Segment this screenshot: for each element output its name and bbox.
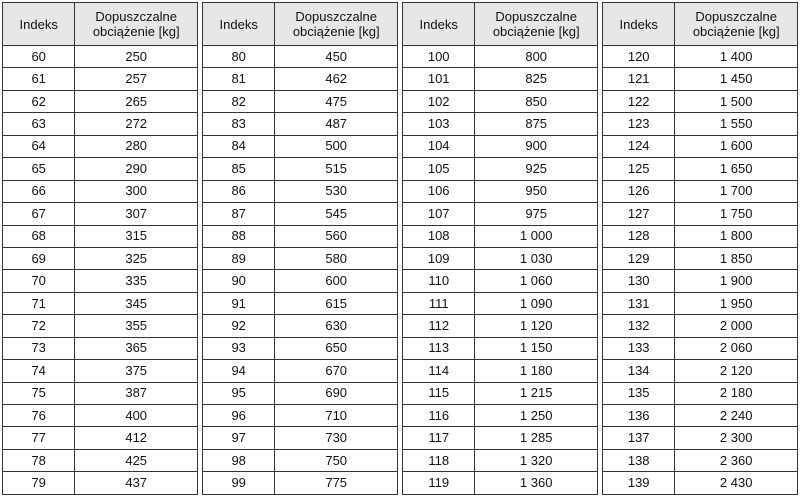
- load-cell: 1 215: [475, 382, 598, 404]
- table-row: [403, 203, 598, 225]
- table-row: [203, 315, 398, 337]
- index-header: Indeks: [3, 3, 75, 46]
- load-cell: 2 300: [675, 427, 798, 449]
- index-cell: 102: [403, 90, 475, 112]
- index-cell: 73: [3, 337, 75, 359]
- index-cell: 120: [603, 46, 675, 68]
- load-cell: 1 285: [475, 427, 598, 449]
- table-row: [603, 180, 798, 202]
- load-cell: 580: [275, 247, 398, 269]
- load-cell: 1 850: [675, 247, 798, 269]
- index-cell: 109: [403, 247, 475, 269]
- table-row: [403, 337, 598, 359]
- index-cell: 123: [603, 113, 675, 135]
- index-cell: 127: [603, 203, 675, 225]
- index-cell: 136: [603, 405, 675, 427]
- load-cell: 1 550: [675, 113, 798, 135]
- table-row: [603, 135, 798, 157]
- table-row: [203, 135, 398, 157]
- index-cell: 78: [3, 449, 75, 471]
- load-cell: 1 800: [675, 225, 798, 247]
- table-row: [403, 449, 598, 471]
- table-row: [603, 337, 798, 359]
- table-row: [3, 247, 198, 269]
- table-row: [603, 360, 798, 382]
- load-cell: 2 360: [675, 449, 798, 471]
- table-row: [203, 405, 398, 427]
- index-cell: 105: [403, 158, 475, 180]
- table-row: [203, 158, 398, 180]
- load-cell: 1 000: [475, 225, 598, 247]
- table-row: [3, 337, 198, 359]
- table-row: [203, 449, 398, 471]
- load-cell: 265: [75, 90, 198, 112]
- table-row: [603, 158, 798, 180]
- index-header: Indeks: [603, 3, 675, 46]
- index-cell: 118: [403, 449, 475, 471]
- load-cell: 500: [275, 135, 398, 157]
- load-cell: 1 400: [675, 46, 798, 68]
- load-cell: 300: [75, 180, 198, 202]
- table-row: [603, 247, 798, 269]
- index-cell: 96: [203, 405, 275, 427]
- load-cell: 462: [275, 68, 398, 90]
- index-cell: 66: [3, 180, 75, 202]
- load-cell: 545: [275, 203, 398, 225]
- table-row: [203, 90, 398, 112]
- table-row: [3, 472, 198, 494]
- table-row: [603, 382, 798, 404]
- load-cell: 365: [75, 337, 198, 359]
- table-row: [403, 247, 598, 269]
- index-cell: 87: [203, 203, 275, 225]
- load-header-line2: obciążenie [kg]: [292, 24, 380, 39]
- load-cell: 630: [275, 315, 398, 337]
- index-cell: 91: [203, 292, 275, 314]
- table-row: [203, 180, 398, 202]
- table-row: [3, 135, 198, 157]
- table-row: [403, 158, 598, 180]
- load-header: [675, 3, 798, 46]
- load-index-table: [602, 2, 798, 495]
- index-cell: 71: [3, 292, 75, 314]
- load-cell: 487: [275, 113, 398, 135]
- index-cell: 133: [603, 337, 675, 359]
- index-header: Indeks: [403, 3, 475, 46]
- index-cell: 98: [203, 449, 275, 471]
- load-cell: 345: [75, 292, 198, 314]
- load-cell: 690: [275, 382, 398, 404]
- index-cell: 99: [203, 472, 275, 494]
- table-row: [403, 360, 598, 382]
- table-row: [203, 292, 398, 314]
- index-cell: 124: [603, 135, 675, 157]
- load-cell: 710: [275, 405, 398, 427]
- load-cell: 875: [475, 113, 598, 135]
- load-cell: 975: [475, 203, 598, 225]
- load-cell: 280: [75, 135, 198, 157]
- index-cell: 83: [203, 113, 275, 135]
- load-cell: 412: [75, 427, 198, 449]
- load-cell: 515: [275, 158, 398, 180]
- index-cell: 101: [403, 68, 475, 90]
- table-row: [3, 360, 198, 382]
- table-row: [403, 427, 598, 449]
- index-cell: 113: [403, 337, 475, 359]
- table-row: [603, 449, 798, 471]
- table-row: [603, 315, 798, 337]
- table-row: [3, 180, 198, 202]
- load-cell: 750: [275, 449, 398, 471]
- load-cell: 600: [275, 270, 398, 292]
- header-row: [203, 3, 398, 46]
- index-cell: 75: [3, 382, 75, 404]
- load-cell: 1 900: [675, 270, 798, 292]
- index-cell: 125: [603, 158, 675, 180]
- index-cell: 93: [203, 337, 275, 359]
- load-cell: 615: [275, 292, 398, 314]
- index-cell: 84: [203, 135, 275, 157]
- index-cell: 80: [203, 46, 275, 68]
- table-row: [3, 46, 198, 68]
- table-row: [3, 270, 198, 292]
- load-header: [275, 3, 398, 46]
- load-cell: 475: [275, 90, 398, 112]
- table-row: [203, 247, 398, 269]
- index-cell: 63: [3, 113, 75, 135]
- load-header-line2: obciążenie [kg]: [492, 24, 580, 39]
- index-cell: 92: [203, 315, 275, 337]
- load-cell: 1 320: [475, 449, 598, 471]
- index-cell: 88: [203, 225, 275, 247]
- index-cell: 110: [403, 270, 475, 292]
- load-cell: 437: [75, 472, 198, 494]
- load-cell: 400: [75, 405, 198, 427]
- index-cell: 128: [603, 225, 675, 247]
- table-row: [403, 315, 598, 337]
- table-row: [3, 203, 198, 225]
- load-index-table: [202, 2, 398, 495]
- load-cell: 1 600: [675, 135, 798, 157]
- load-cell: 1 090: [475, 292, 598, 314]
- load-cell: 1 650: [675, 158, 798, 180]
- load-cell: 375: [75, 360, 198, 382]
- index-cell: 115: [403, 382, 475, 404]
- index-cell: 134: [603, 360, 675, 382]
- load-cell: 1 750: [675, 203, 798, 225]
- load-header-line1: Dopuszczalne: [495, 9, 578, 24]
- index-cell: 85: [203, 158, 275, 180]
- index-cell: 74: [3, 360, 75, 382]
- load-cell: 900: [475, 135, 598, 157]
- index-cell: 81: [203, 68, 275, 90]
- index-cell: 103: [403, 113, 475, 135]
- header-row: [403, 3, 598, 46]
- load-cell: 825: [475, 68, 598, 90]
- table-row: [3, 405, 198, 427]
- load-cell: 250: [75, 46, 198, 68]
- index-cell: 89: [203, 247, 275, 269]
- table-block: [202, 2, 398, 499]
- load-cell: 2 180: [675, 382, 798, 404]
- table-row: [403, 46, 598, 68]
- load-header-line1: Dopuszczalne: [695, 9, 778, 24]
- index-cell: 77: [3, 427, 75, 449]
- index-cell: 76: [3, 405, 75, 427]
- load-cell: 1 150: [475, 337, 598, 359]
- table-row: [203, 337, 398, 359]
- index-cell: 94: [203, 360, 275, 382]
- load-cell: 290: [75, 158, 198, 180]
- index-cell: 117: [403, 427, 475, 449]
- index-cell: 95: [203, 382, 275, 404]
- table-row: [603, 203, 798, 225]
- table-row: [203, 472, 398, 494]
- load-header-line2: obciążenie [kg]: [692, 24, 780, 39]
- index-cell: 107: [403, 203, 475, 225]
- load-header: [475, 3, 598, 46]
- table-block: [402, 2, 598, 499]
- index-cell: 67: [3, 203, 75, 225]
- table-row: [603, 472, 798, 494]
- table-row: [3, 113, 198, 135]
- table-row: [403, 180, 598, 202]
- index-cell: 64: [3, 135, 75, 157]
- table-row: [203, 382, 398, 404]
- table-row: [203, 270, 398, 292]
- table-row: [203, 68, 398, 90]
- load-header-line1: Dopuszczalne: [95, 9, 178, 24]
- load-cell: 1 950: [675, 292, 798, 314]
- index-cell: 69: [3, 247, 75, 269]
- load-cell: 272: [75, 113, 198, 135]
- table-block: [2, 2, 198, 499]
- load-cell: 650: [275, 337, 398, 359]
- table-row: [3, 90, 198, 112]
- load-cell: 387: [75, 382, 198, 404]
- table-row: [203, 225, 398, 247]
- load-cell: 315: [75, 225, 198, 247]
- load-cell: 1 500: [675, 90, 798, 112]
- table-row: [403, 270, 598, 292]
- load-cell: 670: [275, 360, 398, 382]
- table-row: [603, 90, 798, 112]
- index-header: Indeks: [203, 3, 275, 46]
- table-row: [603, 68, 798, 90]
- table-row: [603, 427, 798, 449]
- header-row: [3, 3, 198, 46]
- table-row: [3, 449, 198, 471]
- table-row: [603, 225, 798, 247]
- table-row: [603, 113, 798, 135]
- index-cell: 79: [3, 472, 75, 494]
- table-row: [603, 46, 798, 68]
- table-row: [3, 292, 198, 314]
- load-header-line1: Dopuszczalne: [295, 9, 378, 24]
- index-cell: 86: [203, 180, 275, 202]
- load-cell: 1 450: [675, 68, 798, 90]
- load-cell: 450: [275, 46, 398, 68]
- index-cell: 65: [3, 158, 75, 180]
- load-cell: 1 250: [475, 405, 598, 427]
- index-cell: 68: [3, 225, 75, 247]
- table-block: [602, 2, 798, 499]
- load-cell: 1 030: [475, 247, 598, 269]
- index-cell: 106: [403, 180, 475, 202]
- index-cell: 126: [603, 180, 675, 202]
- index-cell: 119: [403, 472, 475, 494]
- load-cell: 2 430: [675, 472, 798, 494]
- table-row: [603, 270, 798, 292]
- load-cell: 560: [275, 225, 398, 247]
- load-index-table: [402, 2, 598, 495]
- index-cell: 137: [603, 427, 675, 449]
- index-cell: 138: [603, 449, 675, 471]
- load-cell: 800: [475, 46, 598, 68]
- load-index-table: [2, 2, 198, 495]
- table-row: [203, 46, 398, 68]
- index-cell: 111: [403, 292, 475, 314]
- table-row: [403, 405, 598, 427]
- load-cell: 1 700: [675, 180, 798, 202]
- load-cell: 775: [275, 472, 398, 494]
- index-cell: 129: [603, 247, 675, 269]
- table-row: [3, 382, 198, 404]
- load-cell: 850: [475, 90, 598, 112]
- table-row: [203, 113, 398, 135]
- table-row: [403, 113, 598, 135]
- table-row: [403, 382, 598, 404]
- index-cell: 112: [403, 315, 475, 337]
- index-cell: 131: [603, 292, 675, 314]
- table-row: [403, 292, 598, 314]
- table-row: [3, 427, 198, 449]
- load-cell: 307: [75, 203, 198, 225]
- index-cell: 116: [403, 405, 475, 427]
- load-header-line2: obciążenie [kg]: [92, 24, 180, 39]
- index-cell: 82: [203, 90, 275, 112]
- table-row: [3, 68, 198, 90]
- table-row: [603, 405, 798, 427]
- index-cell: 90: [203, 270, 275, 292]
- index-cell: 62: [3, 90, 75, 112]
- table-row: [403, 225, 598, 247]
- index-cell: 108: [403, 225, 475, 247]
- index-cell: 135: [603, 382, 675, 404]
- load-cell: 730: [275, 427, 398, 449]
- load-index-tables: [2, 2, 798, 499]
- load-cell: 925: [475, 158, 598, 180]
- load-cell: 1 180: [475, 360, 598, 382]
- index-cell: 121: [603, 68, 675, 90]
- index-cell: 104: [403, 135, 475, 157]
- table-row: [3, 158, 198, 180]
- index-cell: 100: [403, 46, 475, 68]
- load-cell: 2 060: [675, 337, 798, 359]
- index-cell: 97: [203, 427, 275, 449]
- load-cell: 2 240: [675, 405, 798, 427]
- header-row: [603, 3, 798, 46]
- load-header: [75, 3, 198, 46]
- table-row: [403, 90, 598, 112]
- table-row: [203, 203, 398, 225]
- load-cell: 1 120: [475, 315, 598, 337]
- table-row: [403, 472, 598, 494]
- index-cell: 122: [603, 90, 675, 112]
- load-cell: 325: [75, 247, 198, 269]
- load-cell: 335: [75, 270, 198, 292]
- index-cell: 114: [403, 360, 475, 382]
- load-cell: 1 060: [475, 270, 598, 292]
- table-row: [403, 68, 598, 90]
- load-cell: 257: [75, 68, 198, 90]
- table-row: [3, 315, 198, 337]
- load-cell: 530: [275, 180, 398, 202]
- index-cell: 132: [603, 315, 675, 337]
- index-cell: 72: [3, 315, 75, 337]
- load-cell: 2 000: [675, 315, 798, 337]
- table-row: [203, 427, 398, 449]
- index-cell: 70: [3, 270, 75, 292]
- load-cell: 425: [75, 449, 198, 471]
- table-row: [603, 292, 798, 314]
- load-cell: 355: [75, 315, 198, 337]
- load-cell: 1 360: [475, 472, 598, 494]
- index-cell: 139: [603, 472, 675, 494]
- index-cell: 130: [603, 270, 675, 292]
- index-cell: 61: [3, 68, 75, 90]
- table-row: [3, 225, 198, 247]
- index-cell: 60: [3, 46, 75, 68]
- table-row: [203, 360, 398, 382]
- table-row: [403, 135, 598, 157]
- load-cell: 2 120: [675, 360, 798, 382]
- load-cell: 950: [475, 180, 598, 202]
